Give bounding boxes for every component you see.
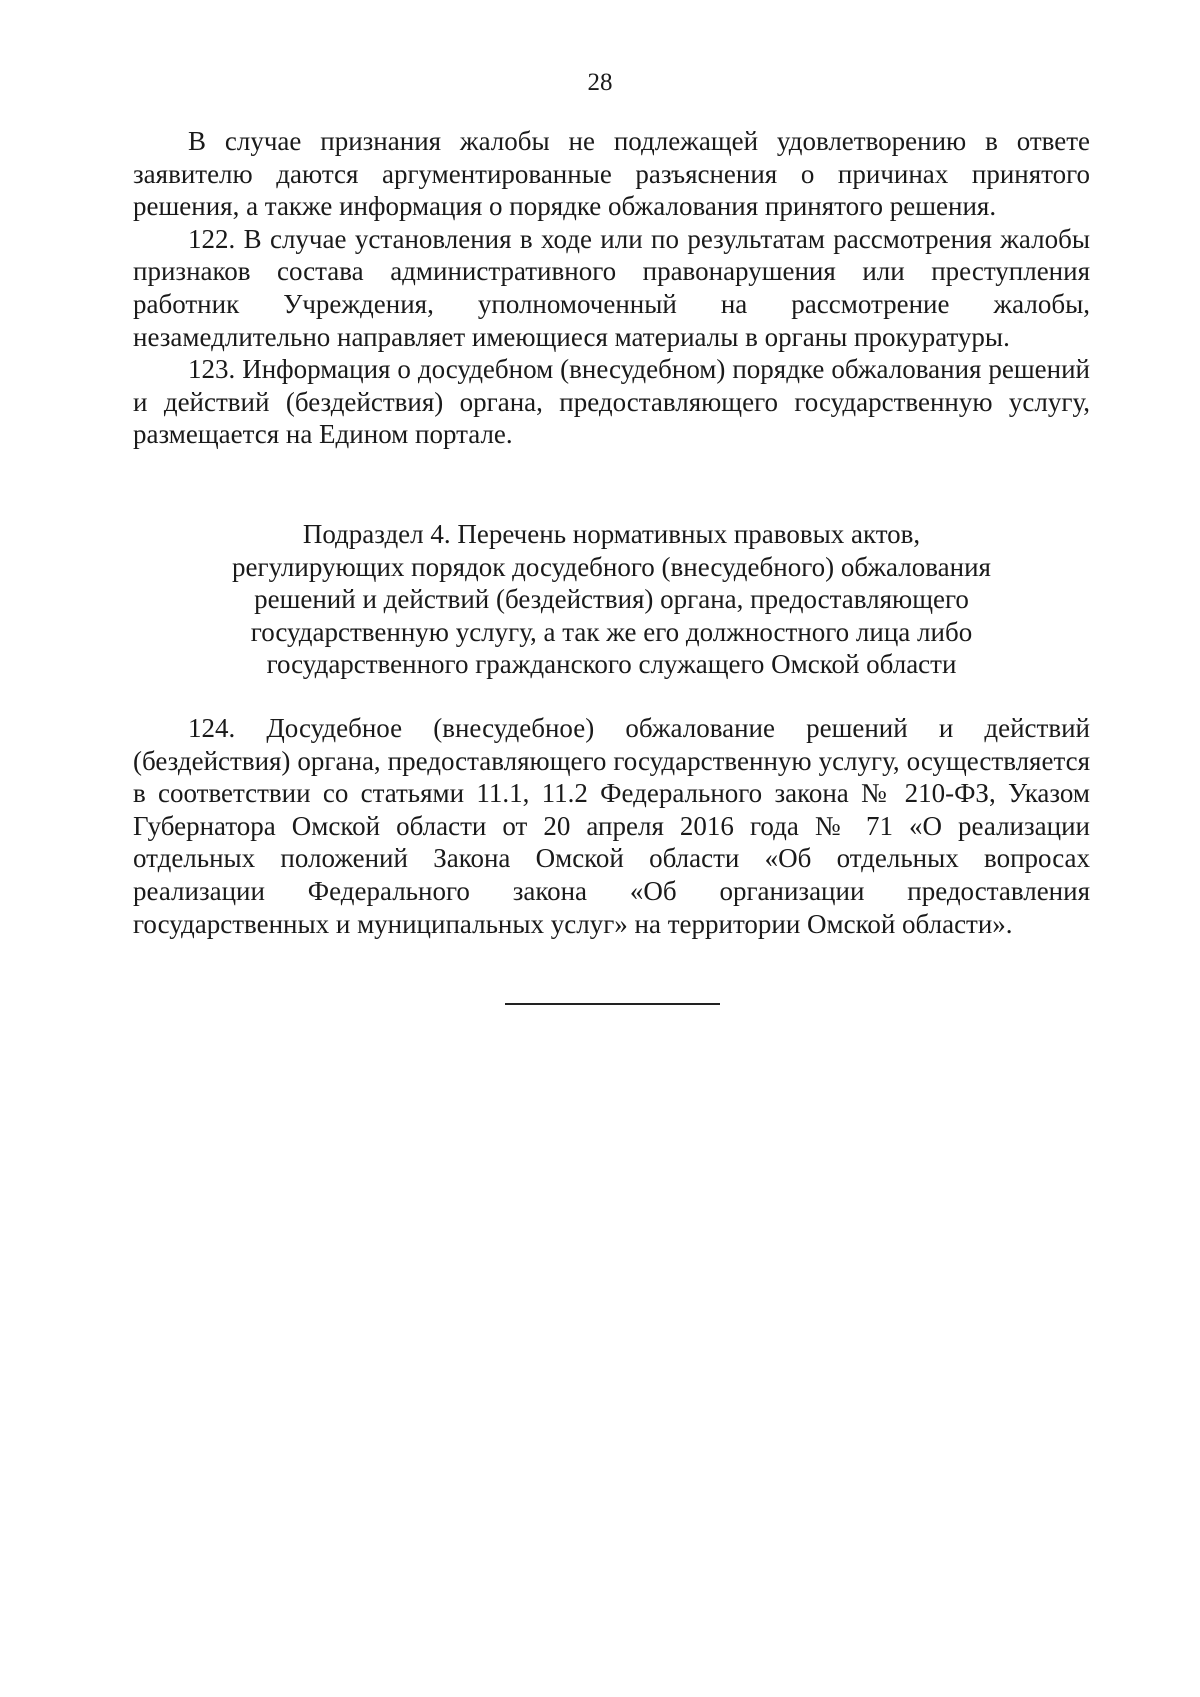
end-divider-line	[505, 1003, 720, 1005]
paragraph-123: 123. Информация о досудебном (внесудебном) порядке обжалования решений и действий (бездействия) органа, предоставляющего государственную услугу, размещается на Едином портале.	[133, 354, 1090, 450]
heading-line: решений и действий (бездействия) органа, предоставляющего	[254, 584, 969, 615]
subsection-heading	[133, 518, 1090, 681]
heading-line: регулирующих порядок досудебного (внесудебного) обжалования	[232, 551, 991, 582]
heading-line: государственную услугу, а так же его должностного лица либо	[250, 616, 973, 647]
text-block-bottom	[133, 712, 1090, 940]
paragraph-122: 122. В случае установления в ходе или по результатам рассмотрения жалобы признаков состава административного правонарушения или преступления работник Учреждения, уполномоченный на рассмотрение жалобы, незамедлительно направляет имеющиеся материалы в органы прокуратуры.	[133, 223, 1090, 352]
page-number: 28	[587, 69, 613, 96]
paragraph-complaint-rejection: В случае признания жалобы не подлежащей удовлетворению в ответе заявителю даются аргументированные разъяснения о причинах принятого решения, а также информация о порядке обжалования принятого решения.	[133, 126, 1090, 222]
heading-line: государственного гражданского служащего Омской области	[266, 649, 957, 680]
paragraph-124: 124. Досудебное (внесудебное) обжалование решений и действий (бездействия) органа, предоставляющего государственную услугу, осуществляется в соответствии со статьями 11.1, 11.2 Федерального закона № 210-ФЗ, Указом Губернатора Омской области от 20 апреля 2016 года № 71 «О реализации отдельных положений Закона Омской области «Об отдельных вопросах реализации Федерального закона «Об организации предоставления государственных и муниципальных услуг» на территории Омской области».	[133, 713, 1090, 939]
text-block-top	[133, 125, 1090, 451]
heading-line: Подраздел 4. Перечень нормативных правовых актов,	[302, 519, 921, 549]
